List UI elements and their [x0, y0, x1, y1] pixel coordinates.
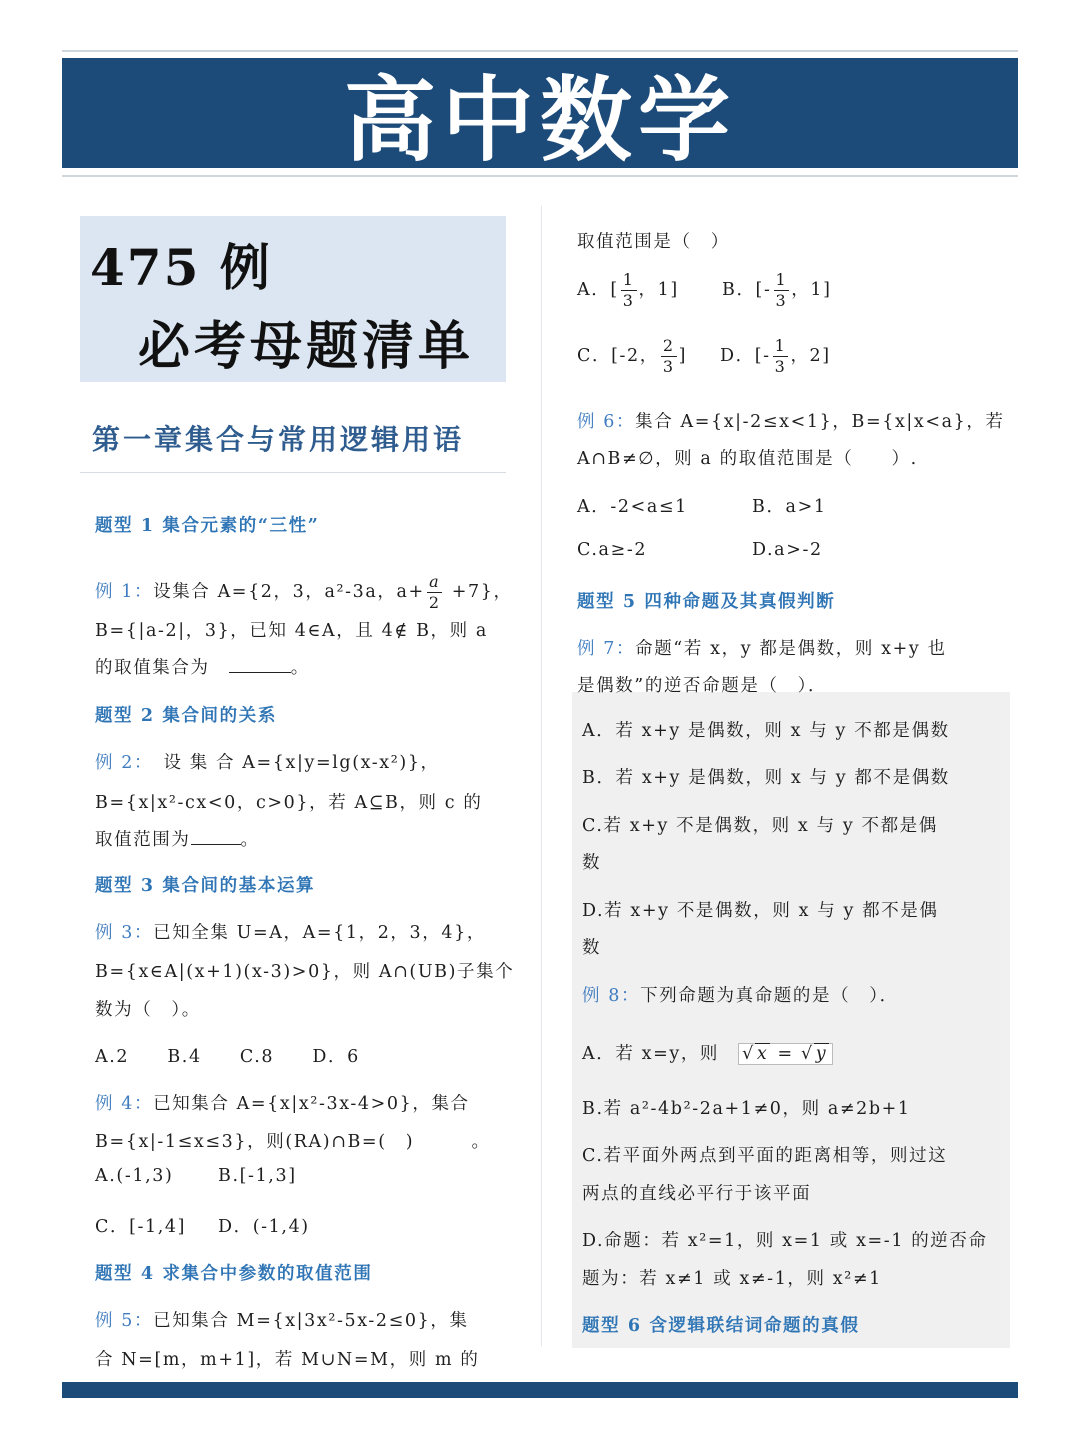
example7-line2: 是偶数”的逆否命题是（ ）． — [577, 676, 828, 696]
fraction-2-3: $\frac{2}{3}$ — [662, 336, 675, 376]
title-line1: 475 例 — [90, 238, 272, 297]
example5-line2: 合 N=[m，m+1]，若 M∪N=M，则 m 的 — [95, 1350, 480, 1370]
example7-option-a: A．若 x+y 是偶数，则 x 与 y 不都是偶数 — [582, 721, 950, 741]
example5-option-c: C．[-2， $\frac{2}{3}$ ] — [577, 336, 688, 376]
example2-line2: B={x|x²-cx<0，c>0}，若 A⊆B，则 c 的 — [95, 793, 483, 813]
sqrt-equation: √ x = √ y — [738, 1043, 833, 1065]
example4-option-c: C．[-1,4] — [95, 1217, 187, 1237]
example3-line1: 例 3：已知全集 U=A，A={1，2，3，4}， — [95, 923, 486, 943]
example2-line1: 例 2： 设 集 合 A={x|y=lg(x-x²)}， — [95, 753, 440, 773]
heading-type1: 题型 1 集合元素的“三性” — [95, 516, 320, 536]
example1-label: 例 1： — [95, 582, 154, 602]
example6-option-a: A．-2<a≤1 — [577, 497, 688, 517]
example6-line2: A∩B≠∅，则 a 的取值范围是（ ）. — [577, 449, 918, 469]
example3-line2: B={x∈A|(x+1)(x-3)>0}，则 A∩(UB)子集个 — [95, 962, 515, 982]
example8-line1: 例 8：下列命题为真命题的是（ ）． — [582, 986, 899, 1006]
answer-blank — [191, 830, 241, 845]
example7-line1: 例 7：命题“若 x，y 都是偶数，则 x+y 也 — [577, 639, 947, 659]
example6-option-c: C.a≥-2 — [577, 540, 648, 560]
answer-blank — [229, 658, 291, 673]
fraction-1-3: $\frac{1}{3}$ — [622, 270, 635, 310]
column-divider — [541, 206, 542, 1346]
page-banner-title: 高中数学 — [62, 58, 1018, 168]
title-box — [80, 216, 506, 382]
footer-bar — [62, 1382, 1018, 1398]
heading-type3: 题型 3 集合间的基本运算 — [95, 876, 316, 896]
example2-line3: 取值范围为 。 — [95, 830, 260, 850]
heading-type4: 题型 4 求集合中参数的取值范围 — [95, 1264, 373, 1284]
example4-line2: B={x|-1≤x≤3}，则(RA)∩B=( ) 。 — [95, 1132, 491, 1152]
example8-option-c-line2: 两点的直线必平行于该平面 — [582, 1184, 812, 1204]
example8-option-b: B.若 a²-4b²-2a+1≠0，则 a≠2b+1 — [582, 1099, 911, 1119]
example1-line2: B={|a-2|，3}，已知 4∈A，且 4∉ B，则 a — [95, 621, 488, 641]
fraction-a-over-2: $\frac{a}{2}$ — [428, 572, 441, 612]
heading-type6: 题型 6 含逻辑联结词命题的真假 — [582, 1316, 860, 1336]
example3-line3: 数为（ ）。 — [95, 1000, 201, 1020]
chapter-rule — [80, 472, 506, 473]
example8-option-d-line2: 题为：若 x≠1 或 x≠-1，则 x²≠1 — [582, 1269, 882, 1289]
example4-option-d: D．(-1,4) — [218, 1217, 310, 1237]
example6-option-d: D.a>-2 — [752, 540, 823, 560]
example7-option-c-line2: 数 — [582, 853, 602, 873]
example6-option-b: B．a>1 — [752, 497, 827, 517]
example5-option-d: D．[- $\frac{1}{3}$ ，2] — [720, 336, 831, 376]
fraction-1-3: $\frac{1}{3}$ — [775, 270, 788, 310]
example8-option-a: A．若 x=y，则 √ x = √ y — [582, 1040, 833, 1065]
title-line2: 必考母题清单 — [138, 316, 475, 377]
example5-line1: 例 5：已知集合 M={x|3x²-5x-2≤0}，集 — [95, 1311, 469, 1331]
example8-option-c-line1: C.若平面外两点到平面的距离相等，则过这 — [582, 1146, 948, 1166]
example1-line3: 的取值集合为 。 — [95, 658, 310, 678]
example5-continuation: 取值范围是（ ） — [577, 232, 730, 252]
example6-line1: 例 6：集合 A={x|-2≤x<1}，B={x|x<a}，若 — [577, 412, 1005, 432]
banner-bottom-rule — [62, 175, 1018, 177]
example4-option-a: A.(-1,3) — [95, 1166, 174, 1186]
heading-type2: 题型 2 集合间的关系 — [95, 706, 277, 726]
example4-line1: 例 4：已知集合 A={x|x²-3x-4>0}，集合 — [95, 1094, 470, 1114]
heading-type5: 题型 5 四种命题及其真假判断 — [577, 592, 836, 612]
example7-option-c-line1: C.若 x+y 不是偶数，则 x 与 y 不都是偶 — [582, 816, 938, 836]
example8-option-d-line1: D.命题：若 x²=1，则 x=1 或 x=-1 的逆否命 — [582, 1231, 988, 1251]
fraction-1-3: $\frac{1}{3}$ — [774, 336, 787, 376]
example3-options: A.2 B.4 C.8 D．6 — [95, 1047, 360, 1067]
example5-option-b: B．[- $\frac{1}{3}$ ，1] — [722, 270, 832, 310]
chapter-heading: 第一章集合与常用逻辑用语 — [92, 423, 465, 456]
example1-line1: 例 1：设集合 A={2，3，a²-3a，a+ $\frac{a}{2}$ +7}， — [95, 572, 513, 612]
example7-option-b: B．若 x+y 是偶数，则 x 与 y 都不是偶数 — [582, 768, 950, 788]
example7-option-d-line2: 数 — [582, 938, 602, 958]
example4-option-b: B.[-1,3] — [218, 1166, 297, 1186]
example7-option-d-line1: D.若 x+y 不是偶数，则 x 与 y 都不是偶 — [582, 901, 939, 921]
example5-option-a: A．[ $\frac{1}{3}$ ，1] — [577, 270, 679, 310]
